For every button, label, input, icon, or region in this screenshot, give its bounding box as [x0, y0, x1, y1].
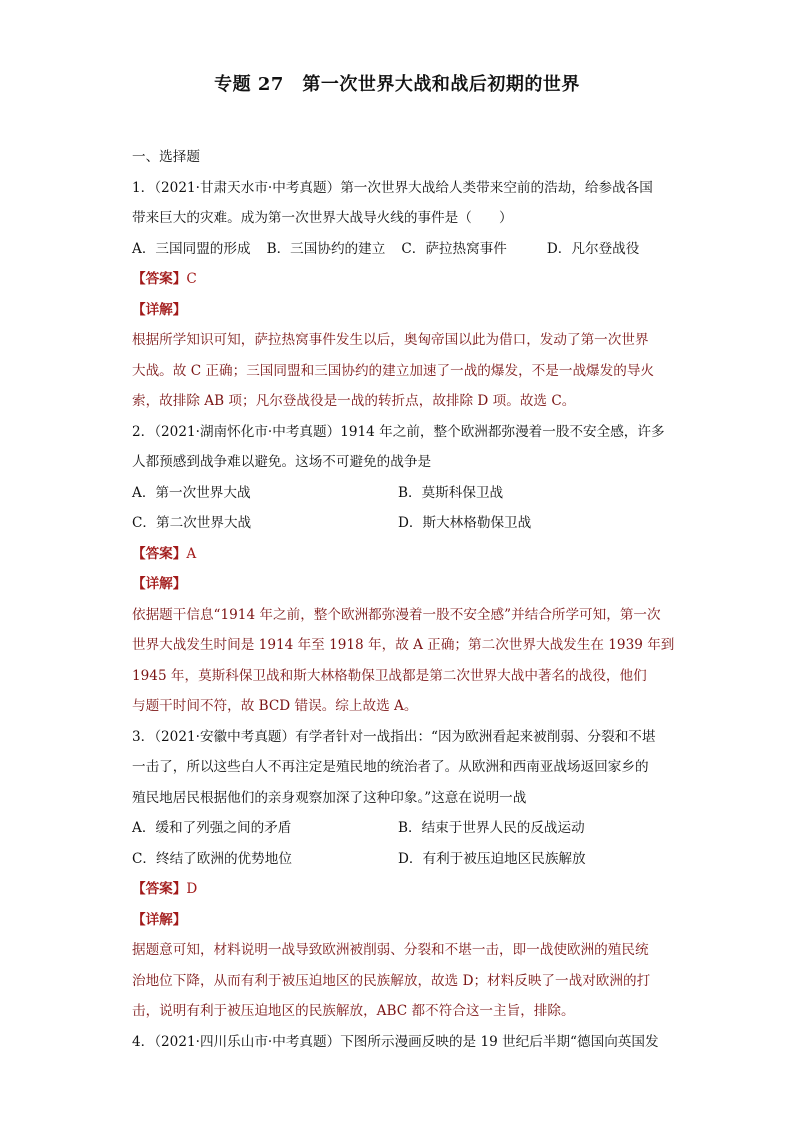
detail-label-1: 【详解】 [132, 301, 187, 318]
option-d: D．凡尔登战役 [546, 240, 640, 257]
question-2-options-row-2 [132, 508, 664, 539]
explanation-2-line-1: 依据题干信息“1914 年之前，整个欧洲都弥漫着一股不安全感”并结合所学可知，第一次 [132, 606, 661, 623]
explanation-2-line-2: 世界大战发生时间是 1914 年至 1918 年，故 A 正确；第二次世界大战发生在 1939 年到 [132, 637, 675, 653]
detail-label-2: 【详解】 [132, 576, 187, 592]
content [132, 142, 675, 1057]
option-d: D．有利于被压迫地区民族解放 [398, 850, 586, 867]
question-3-options-row-1 [132, 813, 664, 844]
answer-2 [132, 539, 664, 570]
question-2-line-2: 人都预感到战争难以避免。这场不可避免的战争是 [132, 454, 432, 470]
explanation-1-line-2: 大战。故 C 正确；三国同盟和三国协约的建立加速了一战的爆发，不是一战爆发的导火 [132, 362, 655, 379]
answer-value: D [186, 881, 198, 897]
explanation-1-line-3: 索，故排除 AB 项；凡尔登战役是一战的转折点，故排除 D 项。故选 C。 [132, 393, 576, 409]
option-b: B．结束于世界人民的反战运动 [398, 820, 585, 836]
answer-label: 【答案】 [132, 545, 187, 562]
question-3-line-3: 殖民地居民根据他们的亲身观察加深了这种印象。”这意在说明一战 [132, 789, 527, 806]
question-3-line-1: 3．（2021·安徽中考真题）有学者针对一战指出：“因为欧洲看起来被削弱、分裂和不堪 [132, 728, 656, 745]
answer-value: C [186, 271, 197, 287]
question-1-line-2: 带来巨大的灾难。成为第一次世界大战导火线的事件是（ ） [132, 210, 513, 226]
explanation-3-line-2: 治地位下降，从而有利于被压迫地区的民族解放，故选 D；材料反映了一战对欧洲的打 [132, 972, 651, 989]
answer-value: A [186, 545, 197, 562]
answer-label: 【答案】 [132, 881, 187, 897]
question-2-options-row-1 [132, 478, 664, 509]
explanation-1-line-1: 根据所学知识可知，萨拉热窝事件发生以后，奥匈帝国以此为借口，发动了第一次世界 [132, 332, 649, 348]
explanation-3-line-3: 击，说明有利于被压迫地区的民族解放，ABC 都不符合这一主旨，排除。 [132, 1003, 575, 1019]
question-1-line-1: 1．（2021·甘肃天水市·中考真题）第一次世界大战给人类带来空前的浩劫，给参战各国 [132, 179, 653, 196]
option-c: C．第二次世界大战 [132, 515, 252, 531]
option-c: C．萨拉热窝事件 [401, 240, 507, 257]
answer-3 [132, 874, 664, 905]
question-2-line-1: 2．（2021·湖南怀化市·中考真题）1914 年之前，整个欧洲都弥漫着一股不安全感，许多 [132, 423, 665, 440]
detail-label-3: 【详解】 [132, 911, 187, 928]
option-b: B．莫斯科保卫战 [398, 484, 504, 501]
section-heading: 一、选择题 [132, 149, 200, 165]
option-a: A．第一次世界大战 [132, 484, 251, 501]
question-1-options [132, 234, 664, 265]
explanation-2-line-3: 1945 年，莫斯科保卫战和斯大林格勒保卫战都是第二次世界大战中著名的战役，他们 [132, 667, 647, 684]
option-b: B．三国协约的建立 [266, 240, 386, 257]
option-c: C．终结了欧洲的优势地位 [132, 850, 292, 867]
answer-1 [132, 264, 664, 295]
page-title: 专题 27 第一次世界大战和战后初期的世界 [214, 74, 580, 95]
question-3-line-2: 一击了，所以这些白人不再注定是殖民地的统治者了。从欧洲和西南亚战场返回家乡的 [132, 759, 649, 775]
question-3-options-row-2 [132, 844, 664, 875]
answer-label: 【答案】 [132, 271, 187, 287]
option-d: D．斯大林格勒保卫战 [398, 515, 532, 531]
option-a: A．缓和了列强之间的矛盾 [132, 820, 292, 836]
explanation-3-line-1: 据题意可知，材料说明一战导致欧洲被削弱、分裂和不堪一击，即一战使欧洲的殖民统 [132, 942, 649, 958]
explanation-2-line-4: 与题干时间不符，故 BCD 错误。综上故选 A。 [132, 698, 418, 714]
question-4-line-1: 4．（2021·四川乐山市·中考真题）下图所示漫画反映的是 19 世纪后半期“德国向英国发 [132, 1033, 659, 1050]
option-a: A．三国同盟的形成 [132, 240, 251, 257]
